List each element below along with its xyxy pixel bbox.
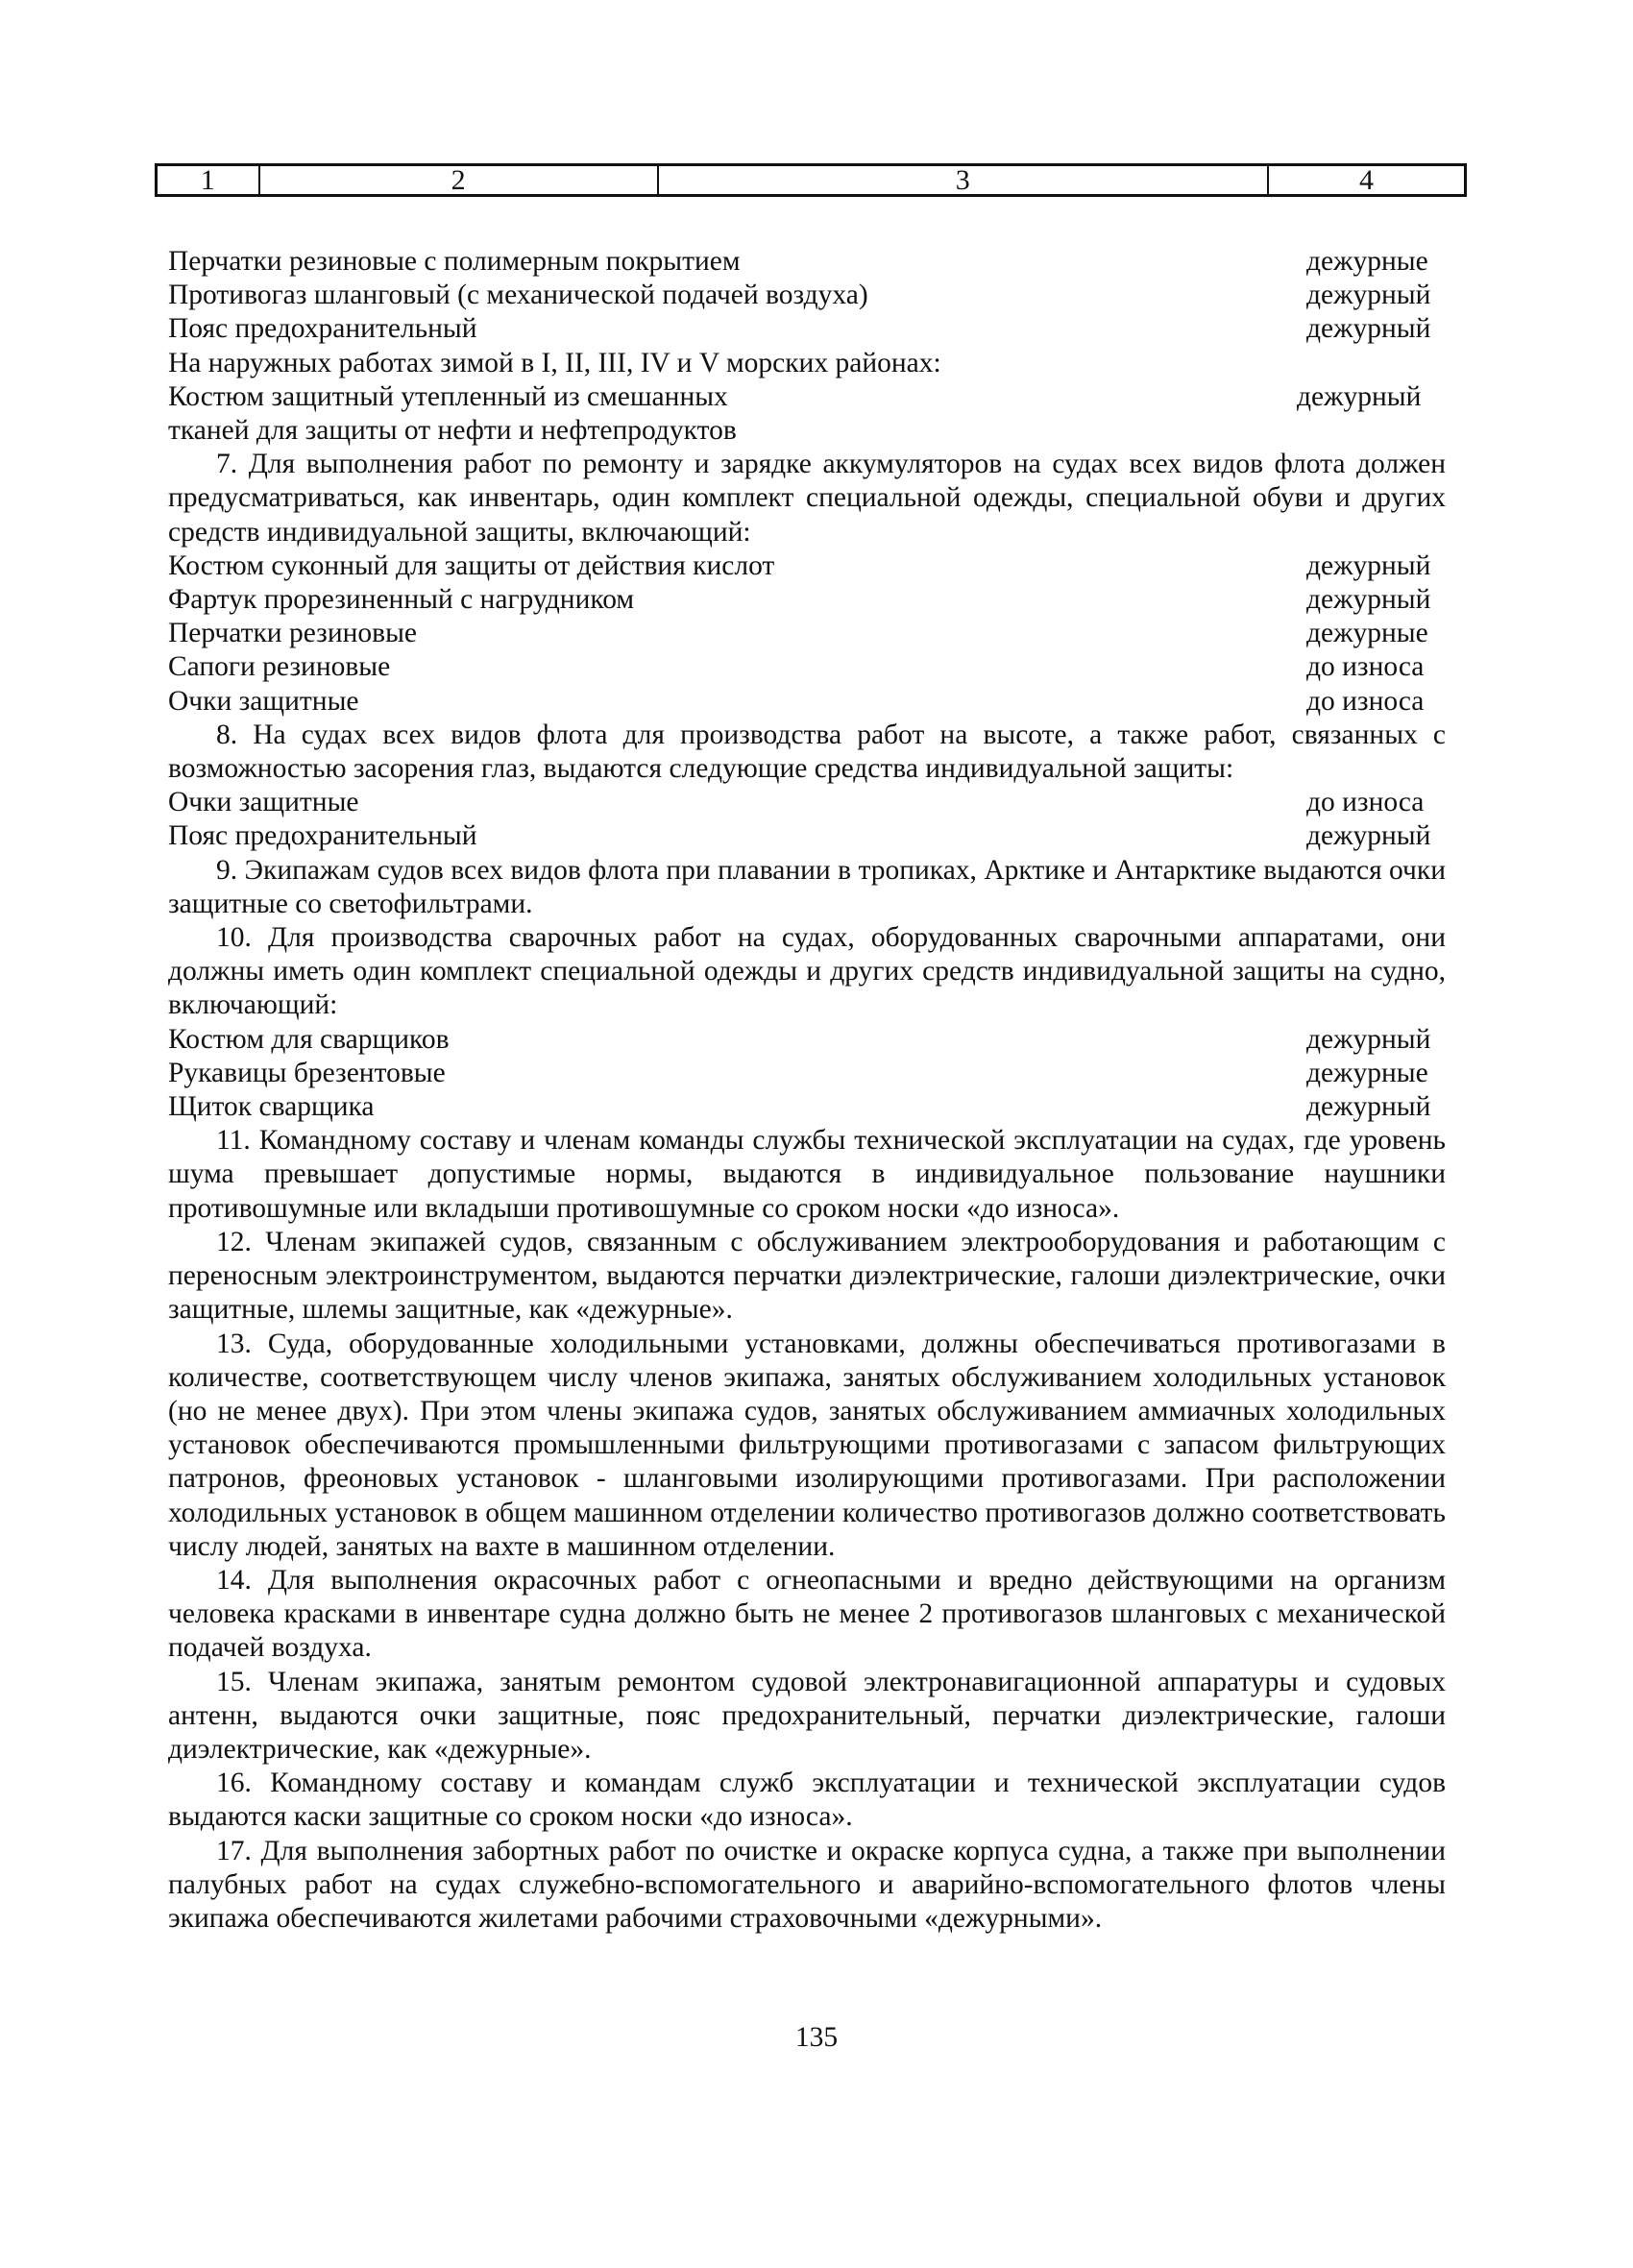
item-value: дежурный — [1306, 549, 1431, 581]
list-item — [168, 245, 1446, 279]
paragraph-15: 15. Членам экипажа, занятым ремонтом судовой электронавигационной аппаратуры и судовых антенн, выдаются очки защитные, пояс предохранительный, перчатки диэлектрические, галоши диэлектрические, как «дежурные». — [168, 1666, 1446, 1765]
item-value: до износа — [1306, 787, 1425, 818]
item-name: Костюм защитный утепленный из смешанных — [168, 380, 728, 412]
list-item — [168, 1023, 1446, 1057]
list-item — [168, 1057, 1446, 1090]
paragraph-9: 9. Экипажам судов всех видов флота при плавании в тропиках, Арктике и Антарктике выдаются очки защитные со светофильтрами. — [168, 854, 1446, 919]
paragraph-17: 17. Для выполнения забортных работ по очистке и окраске корпуса судна, а также при выполнении палубных работ на судах служебно-вспомогательного и аварийно-вспомогательного флотов члены экипажа обеспечиваются жилетами рабочими страховочными «дежурными». — [168, 1835, 1446, 1934]
column-header-3: 3 — [659, 166, 1269, 195]
paragraph-12: 12. Членам экипажей судов, связанным с обслуживанием электрооборудования и работающим с переносным электроинструментом, выдаются перчатки диэлектрические, галоши диэлектрические, очки защитные, шлемы защитные, как «дежурные». — [168, 1226, 1446, 1326]
item-name: Перчатки резиновые — [168, 618, 417, 649]
list-item — [168, 549, 1446, 583]
item-value: дежурные — [1306, 1057, 1428, 1088]
item-name-continuation: тканей для защиты от нефти и нефтепродуктов — [168, 415, 737, 447]
column-header-1: 1 — [158, 166, 260, 195]
equipment-list-1 — [168, 245, 1446, 347]
equipment-list-8 — [168, 786, 1446, 853]
item-value: дежурный — [1306, 584, 1431, 616]
list-item — [168, 650, 1446, 684]
item-name: Фартук прорезиненный с нагрудником — [168, 584, 635, 616]
column-header-table — [155, 163, 1467, 197]
item-value: дежурные — [1306, 618, 1428, 649]
paragraph-11: 11. Командному составу и членам команды службы технической эксплуатации на судах, где уровень шума превышает допустимые нормы, выдаются в индивидуальное пользование наушники противошумные или вкладыши противошумные со сроком носки «до износа». — [168, 1125, 1446, 1224]
paragraph-7: 7. Для выполнения работ по ремонту и зарядке аккумуляторов на судах всех видов флота должен предусматриваться, как инвентарь, один комплект специальной одежды, специальной обуви и других средств индивидуальной защиты, включающий: — [168, 449, 1446, 548]
item-value: до износа — [1306, 685, 1425, 717]
list-item — [168, 312, 1446, 346]
list-item — [168, 279, 1446, 312]
list-item — [168, 819, 1446, 853]
item-name: Костюм для сварщиков — [168, 1023, 450, 1055]
paragraph-16: 16. Командному составу и командам служб эксплуатации и технической эксплуатации судов выдаются каски защитные со сроком носки «до износа». — [168, 1768, 1446, 1833]
paragraph-13: 13. Суда, оборудованные холодильными установками, должны обеспечиваться противогазами в количестве, соответствующем числу членов экипажа, занятых обслуживанием холодильных установок (но не менее двух). При этом члены экипажа судов, занятых обслуживанием аммиачных холодильных установок обеспечиваются промышленными фильтрующими противогазами с запасом фильтрующих патронов, фреоновых установок - шланговыми изолирующими противогазами. При расположении холодильных установок в общем машинном отделении количество противогазов должно соответствовать числу людей, занятых на вахте в машинном отделении. — [168, 1328, 1446, 1562]
item-name: Сапоги резиновые — [168, 651, 391, 683]
paragraph-14: 14. Для выполнения окрасочных работ с огнеопасными и вредно действующими на организм человека красками в инвентаре судна должно быть не менее 2 противогазов шланговых с механической подачей воздуха. — [168, 1564, 1446, 1664]
paragraph-8: 8. На судах всех видов флота для производства работ на высоте, а также работ, связанных с возможностью засорения глаз, выдаются следующие средства индивидуальной защиты: — [168, 719, 1446, 785]
item-value: дежурный — [1306, 820, 1431, 852]
list-item — [168, 583, 1446, 617]
list-item — [168, 786, 1446, 819]
item-value: дежурный — [1306, 313, 1431, 345]
item-name: Рукавицы брезентовые — [168, 1057, 446, 1088]
item-name: Щиток сварщика — [168, 1091, 375, 1123]
page-number: 135 — [794, 2022, 839, 2053]
column-header-4: 4 — [1358, 164, 1374, 196]
list-item — [168, 380, 1446, 414]
item-value: дежурный — [1306, 1091, 1431, 1123]
item-value: дежурные — [1306, 246, 1428, 277]
document-page — [168, 163, 1446, 1936]
list-item — [168, 1090, 1446, 1124]
winter-heading: На наружных работах зимой в I, II, III, IV и V морских районах: — [168, 347, 941, 378]
paragraph-10: 10. Для производства сварочных работ на судах, оборудованных сварочными аппаратами, они должны иметь один комплект специальной одежды и других средств индивидуальной защиты на судно, включающий: — [168, 922, 1446, 1021]
equipment-list-7 — [168, 549, 1446, 719]
item-name: Пояс предохранительный — [168, 820, 477, 852]
item-value: дежурный — [1306, 280, 1431, 311]
item-value: до износа — [1306, 651, 1425, 683]
column-header-2: 2 — [260, 166, 659, 195]
item-name: Костюм суконный для защиты от действия кислот — [168, 549, 775, 581]
item-name: Очки защитные — [168, 685, 359, 717]
item-name: Перчатки резиновые с полимерным покрытием — [168, 246, 741, 277]
item-value: дежурный — [1297, 380, 1422, 412]
equipment-list-10 — [168, 1023, 1446, 1125]
list-item — [168, 685, 1446, 719]
list-item — [168, 617, 1446, 650]
item-value: дежурный — [1306, 1023, 1431, 1055]
item-name: Пояс предохранительный — [168, 313, 477, 345]
item-name: Противогаз шланговый (с механической подачей воздуха) — [168, 280, 868, 311]
item-name: Очки защитные — [168, 787, 359, 818]
